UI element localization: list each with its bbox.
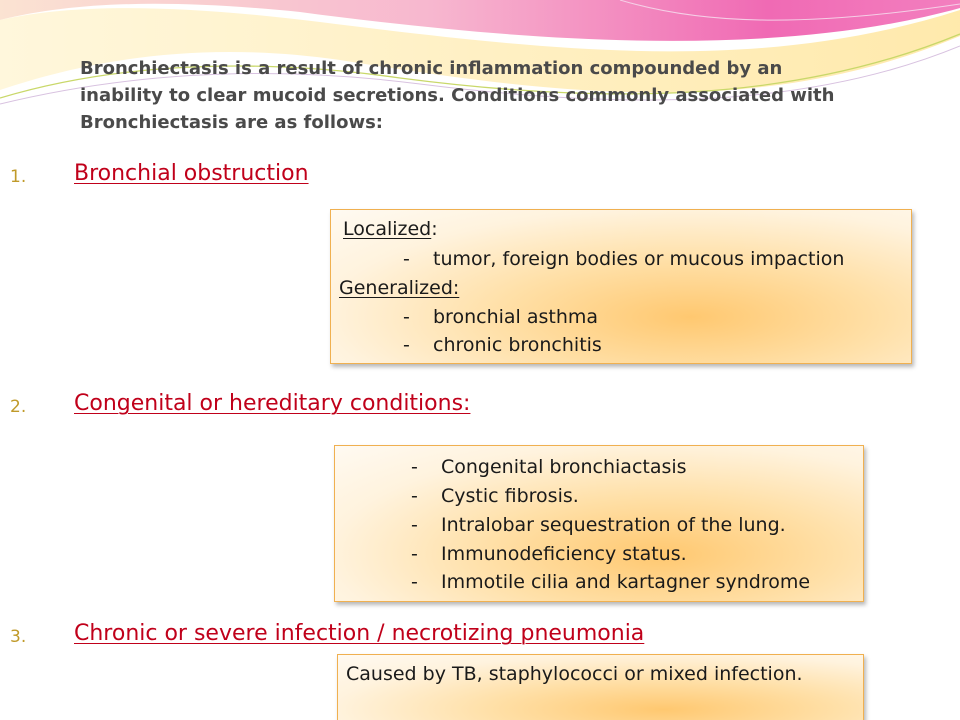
localized-colon: :: [431, 218, 438, 240]
list-item-text: tumor, foreign bodies or mucous impaction: [433, 248, 845, 270]
list-item-text: Congenital bronchiactasis: [441, 456, 687, 478]
dash-marker: -: [403, 248, 410, 270]
intro-paragraph: Bronchiectasis is a result of chronic inflammation compounded by an inability to clear mucoid secretions. Conditions commonly associated with Bronchiectasis are as follows:: [80, 58, 835, 133]
dash-marker: -: [411, 543, 418, 565]
dash-marker: -: [411, 514, 418, 536]
dash-marker: -: [403, 306, 410, 328]
item-title-chronic-infection: Chronic or severe infection / necrotizing pneumonia: [74, 621, 645, 646]
list-item: [411, 514, 786, 536]
list-item: [411, 485, 579, 507]
causes-text: Caused by TB, staphylococci or mixed infection.: [346, 663, 803, 685]
list-item: [403, 334, 602, 356]
bronchial-obstruction-box: [330, 209, 912, 364]
generalized-label: Generalized:: [339, 277, 460, 299]
list-item-text: Immotile cilia and kartagner syndrome: [441, 571, 811, 593]
infection-causes-box: [337, 654, 864, 720]
dash-marker: -: [411, 485, 418, 507]
list-item: [411, 571, 810, 593]
localized-heading: [343, 218, 438, 240]
item-number: 1.: [10, 167, 27, 187]
list-item-text: chronic bronchitis: [433, 334, 602, 356]
list-item: [403, 248, 844, 270]
list-item-text: bronchial asthma: [433, 306, 599, 328]
list-item: [411, 456, 687, 478]
item-number: 3.: [10, 627, 27, 647]
congenital-conditions-box: [334, 445, 864, 602]
dash-marker: -: [403, 334, 410, 356]
list-item: [411, 543, 687, 565]
localized-label: Localized: [343, 218, 432, 240]
list-item-text: Intralobar sequestration of the lung.: [441, 514, 786, 536]
item-title-bronchial-obstruction: Bronchial obstruction: [74, 161, 309, 186]
item-title-congenital: Congenital or hereditary conditions:: [74, 391, 471, 416]
item-number: 2.: [10, 397, 27, 417]
dash-marker: -: [411, 571, 418, 593]
list-item: [403, 306, 598, 328]
list-item-text: Immunodeficiency status.: [441, 543, 687, 565]
list-item-text: Cystic fibrosis.: [441, 485, 579, 507]
dash-marker: -: [411, 456, 418, 478]
